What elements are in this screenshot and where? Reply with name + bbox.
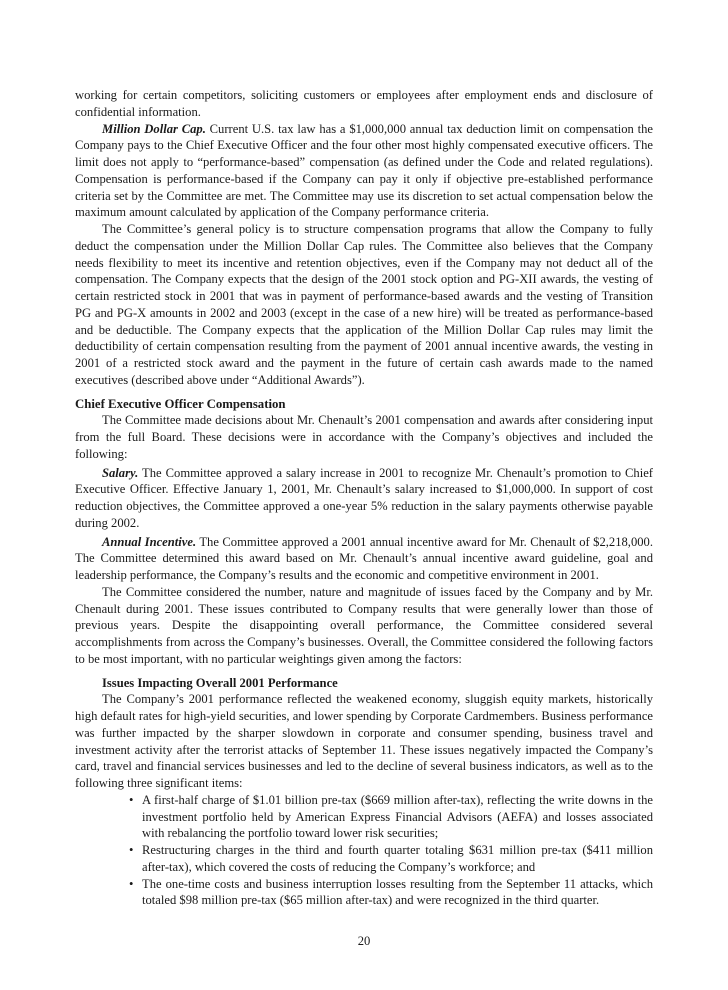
bullet-list: [75, 792, 653, 909]
run-in-heading-million-dollar-cap: Million Dollar Cap.: [102, 121, 206, 136]
subsection-heading-issues: Issues Impacting Overall 2001 Performance: [102, 675, 338, 690]
run-in-heading-annual-incentive: Annual Incentive.: [102, 534, 197, 549]
paragraph-annual-incentive: [75, 534, 653, 584]
bullet-icon: •: [129, 792, 134, 807]
paragraph-continuation: working for certain competitors, soliciting customers or employees after employment ends and disclosure of confidential information.: [75, 88, 653, 119]
list-item-text: A first-half charge of $1.01 billion pre-tax ($669 million after-tax), reflecting the write downs in the investment portfolio held by American Express Financial Advisors (AEFA) and losses associated with rebalancing the portfolio toward lower risk securities;: [142, 792, 653, 841]
paragraph-2001-performance: The Company’s 2001 performance reflected the weakened economy, sluggish equity markets, historically high default rates for high-yield securities, and lower spending by Corporate Cardmembers. Business performance was further impacted by the sharper slowdown in corporate and consumer spending, business travel and investment activity after the terrorist attacks of September 11. These issues negatively impacted the Company’s card, travel and financial services businesses and led to the decline of several business indicators, as well as to the following three significant items:: [75, 692, 653, 790]
paragraph-text: The Committee approved a 2001 annual incentive award for Mr. Chenault of $2,218,000. The Committee determined this award based on Mr. Chenault’s annual incentive award guideline, goal and leadership performance, the Company’s results and the economic and competitive environment in 2001.: [75, 534, 653, 582]
list-item: [129, 792, 653, 842]
list-item-text: The one-time costs and business interruption losses resulting from the September 11 attacks, which totaled $98 million pre-tax ($65 million after-tax) and were recognized in the third quarter.: [142, 876, 653, 908]
list-item: [129, 876, 653, 910]
page-number: 20: [357, 934, 371, 948]
list-item-text: Restructuring charges in the third and fourth quarter totaling $631 million pre-tax ($411 million after-tax), which covered the costs of reducing the Company’s workforce; and: [142, 843, 653, 874]
bullet-icon: •: [129, 843, 134, 857]
paragraph-deduction-policy: The Committee’s general policy is to structure compensation programs that allow the Company to fully deduct the compensation under the Million Dollar Cap rules. The Committee also believes that the Company needs flexibility to meet its incentive and retention objectives, even if the Company may not deduct all of the compensation. The Company expects that the design of the 2001 stock option and PG-XII awards, the vesting of certain restricted stock in 2001 that was in payment of performance-based awards and the vesting of Transition PG and PG-X amounts in 2002 and 2003 (except in the case of a new hire) will be treated as performance-based and be deductible. The Company expects that the application of the Million Dollar Cap rules may limit the deductibility of certain compensation resulting from the payment of 2001 annual incentive awards, the vesting in 2001 of a restricted stock award and the payment in the future of certain cash awards made to the named executives (described above under “Additional Awards”).: [75, 222, 653, 387]
run-in-heading-salary: Salary.: [102, 465, 139, 480]
paragraph-ceo-decisions: The Committee made decisions about Mr. Chenault’s 2001 compensation and awards after considering input from the full Board. These decisions were in accordance with the Company’s objectives and included the following:: [75, 413, 653, 461]
document-page: [75, 87, 653, 909]
paragraph-salary: [75, 465, 653, 532]
section-heading-ceo-compensation: Chief Executive Officer Compensation: [75, 396, 286, 411]
list-item: [129, 842, 653, 876]
paragraph-million-dollar-cap: [75, 121, 653, 222]
bullet-icon: •: [129, 876, 134, 891]
paragraph-text: Current U.S. tax law has a $1,000,000 annual tax deduction limit on compensation the Company pays to the Chief Executive Officer and the four other most highly compensated executive officers. The limit does not apply to “performance-based” compensation (as defined under the Code and related regulations). Compensation is performance-based if the Company can pay it only if objective pre-established performance criteria set by the Committee are met. The Committee may use its discretion to set actual compensation below the maximum amount calculated by application of the Company performance criteria.: [75, 121, 653, 220]
paragraph-issues-considered: The Committee considered the number, nature and magnitude of issues faced by the Company and by Mr. Chenault during 2001. These issues contributed to Company results that were generally lower than those of previous years. Despite the disappointing overall performance, the Committee considered several accomplishments from across the Company’s businesses. Overall, the Committee considered the following factors to be most important, with no particular weightings given among the factors:: [75, 584, 653, 666]
paragraph-text: The Committee approved a salary increase in 2001 to recognize Mr. Chenault’s promotion to Chief Executive Officer. Effective January 1, 2001, Mr. Chenault’s salary increased to $1,000,000. In support of cost reduction objectives, the Committee approved a one-year 5% reduction in the salary payments otherwise payable during 2002.: [75, 465, 653, 530]
